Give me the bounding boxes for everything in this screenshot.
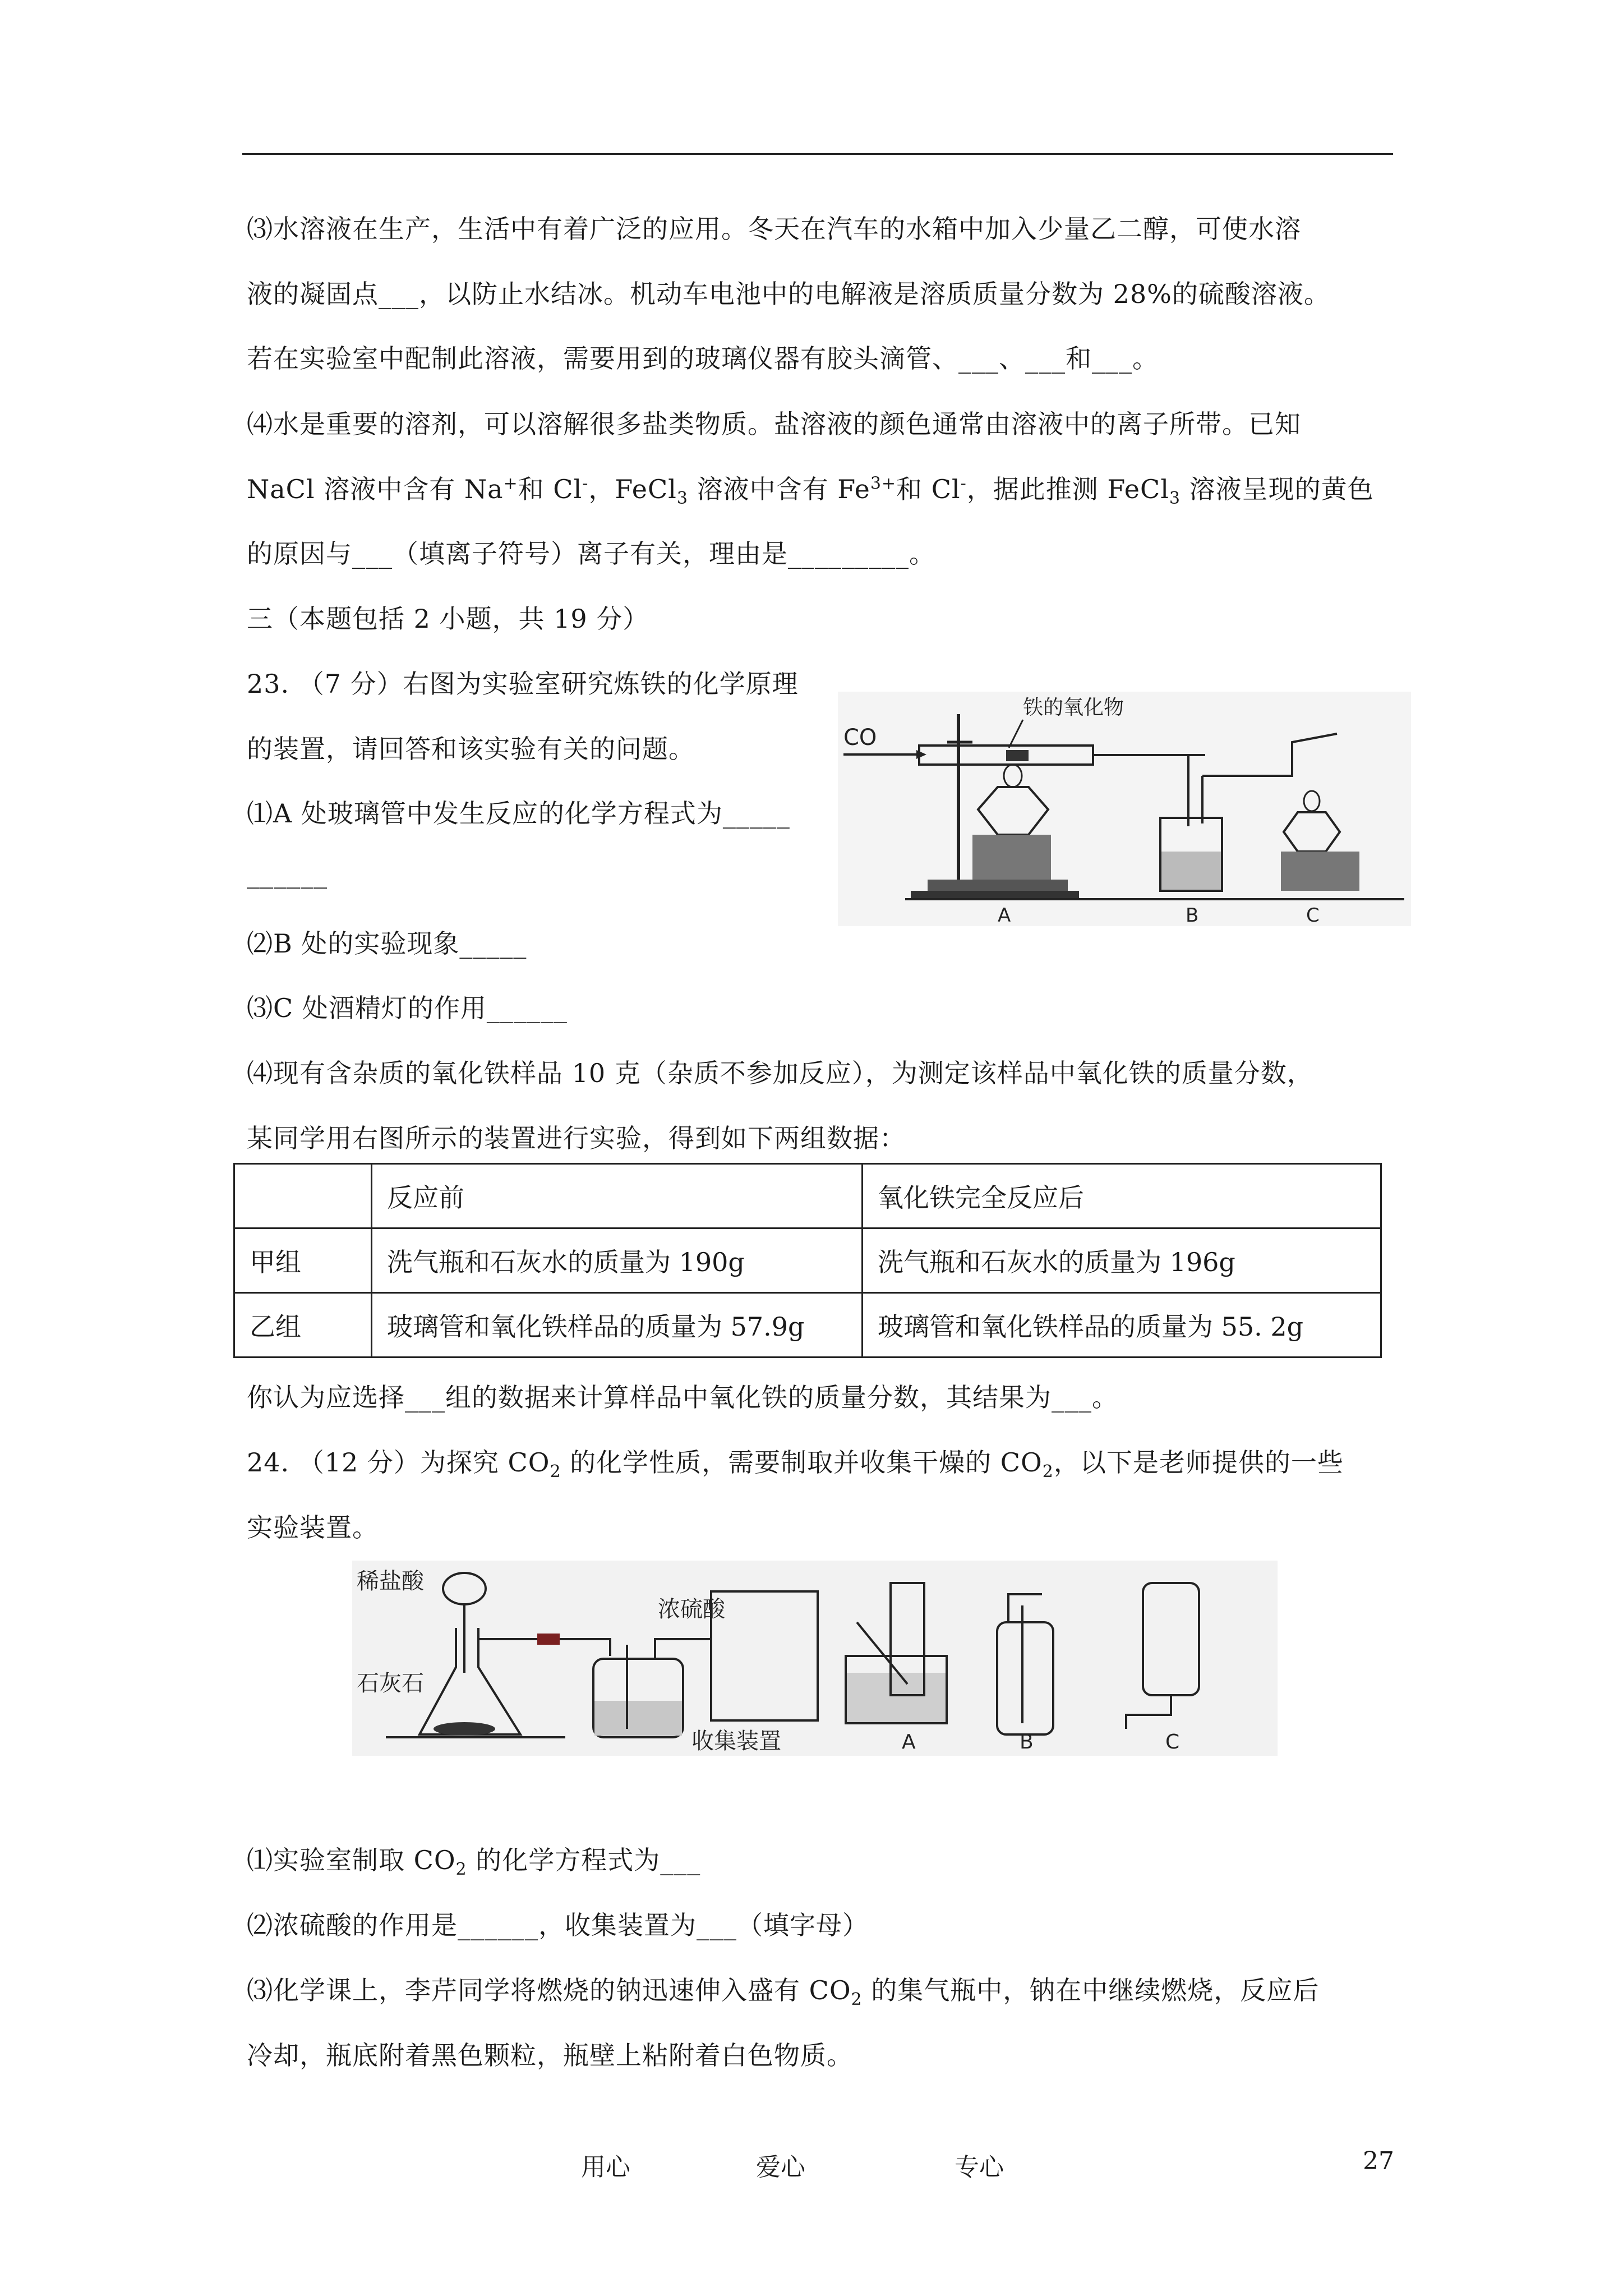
footer-word-3: 专心	[955, 2153, 1004, 2182]
table-cell: 洗气瓶和石灰水的质量为 196g	[863, 1228, 1381, 1293]
table-cell: 玻璃管和氧化铁样品的质量为 57.9g	[372, 1293, 863, 1358]
q24-line1: 24. （12 分）为探究 $CO_2$ 的化学性质，需要制取并收集干燥的 $CO_2$，以下是老师提供的一些	[247, 1447, 1344, 1482]
table-header-row	[234, 1164, 1381, 1228]
co2-apparatus-figure	[352, 1561, 1278, 1756]
iron-smelting-apparatus-drawing	[838, 692, 1411, 926]
table-cell: 玻璃管和氧化铁样品的质量为 55. 2g	[863, 1293, 1381, 1358]
q23-line1: 23. （7 分）右图为实验室研究炼铁的化学原理	[247, 669, 799, 699]
q23-line2: 的装置，请回答和该实验有关的问题。	[247, 734, 695, 764]
table-header-cell	[234, 1164, 372, 1228]
table-cell: 乙组	[234, 1293, 372, 1358]
table-header-cell: 反应前	[372, 1164, 863, 1228]
footer-word-2: 爱心	[756, 2153, 805, 2182]
q23-q4b: 某同学用右图所示的装置进行实验，得到如下两组数据：	[247, 1123, 906, 1153]
stone-label: 石灰石	[357, 1671, 424, 1696]
q23-q1b: ______	[247, 858, 328, 889]
q24-q1: ⑴实验室制取 $CO_2$ 的化学方程式为___	[247, 1845, 701, 1880]
h2so4-label: 浓硫酸	[658, 1596, 725, 1622]
co2-apparatus-drawing	[352, 1561, 1278, 1756]
label-b: B	[1186, 904, 1199, 926]
label-a: A	[998, 904, 1011, 926]
label-b: B	[1020, 1731, 1034, 1754]
co-label: CO	[843, 725, 877, 751]
q22-3-line3: 若在实验室中配制此溶液，需要用到的玻璃仪器有胶头滴管、___、___和___。	[247, 343, 1159, 374]
q23-q4a: ⑷现有含杂质的氧化铁样品 10 克（杂质不参加反应），为测定该样品中氧化铁的质量分数，	[247, 1058, 1313, 1088]
table-row	[234, 1293, 1381, 1358]
page-number: 27	[1363, 2147, 1394, 2175]
footer-word-1: 用心	[581, 2153, 630, 2182]
q22-3-line1: ⑶水溶液在生产，生活中有着广泛的应用。冬天在汽车的水箱中加入少量乙二醇，可使水溶	[247, 214, 1301, 244]
table-cell: 甲组	[234, 1228, 372, 1293]
oxide-label: 铁的氧化物	[1023, 696, 1124, 719]
q22-4-line3: 的原因与___（填离子符号）离子有关，理由是_________。	[247, 539, 935, 569]
q24-q3-line1: ⑶化学课上，李芹同学将燃烧的钠迅速伸入盛有 $CO_2$ 的集气瓶中，钠在中继续燃烧，反应后	[247, 1975, 1320, 2010]
q22-4-line2: NaCl 溶液中含有 Na+和 Cl-，FeCl$_3$ 溶液中含有 $Fe^{3+}$和 Cl-，据此推测 FeCl$_3$ 溶液呈现的黄色	[247, 473, 1374, 509]
q23-data-table	[233, 1163, 1382, 1358]
label-a: A	[902, 1731, 916, 1754]
label-c: C	[1165, 1731, 1180, 1754]
q24-q3-line2: 冷却，瓶底附着黑色颗粒，瓶壁上粘附着白色物质。	[247, 2040, 853, 2070]
table-cell: 洗气瓶和石灰水的质量为 190g	[372, 1228, 863, 1293]
header-rule	[242, 153, 1393, 155]
q24-q2: ⑵浓硫酸的作用是______，收集装置为___（填字母）	[247, 1910, 869, 1940]
q23-q2: ⑵B 处的实验现象_____	[247, 928, 527, 959]
iron-smelting-apparatus-figure	[838, 692, 1411, 926]
table-row	[234, 1228, 1381, 1293]
q22-3-line2: 液的凝固点___，以防止水结冰。机动车电池中的电解液是溶质质量分数为 28%的硫酸溶液。	[247, 279, 1330, 309]
q22-4-line1: ⑷水是重要的溶剂，可以溶解很多盐类物质。盐溶液的颜色通常由溶液中的离子所带。已知	[247, 409, 1301, 439]
q24-line2: 实验装置。	[247, 1512, 379, 1543]
label-c: C	[1306, 904, 1320, 926]
table-header-cell: 氧化铁完全反应后	[863, 1164, 1381, 1228]
q23-q1a: ⑴A 处玻璃管中发生反应的化学方程式为_____	[247, 798, 790, 829]
section-heading: 三（本题包括 2 小题，共 19 分）	[247, 604, 649, 634]
q23-q3: ⑶C 处酒精灯的作用______	[247, 993, 568, 1023]
collect-label: 收集装置	[691, 1728, 781, 1754]
q23-after-table: 你认为应选择___组的数据来计算样品中氧化铁的质量分数，其结果为___。	[247, 1382, 1118, 1412]
acid-label: 稀盐酸	[357, 1568, 424, 1594]
